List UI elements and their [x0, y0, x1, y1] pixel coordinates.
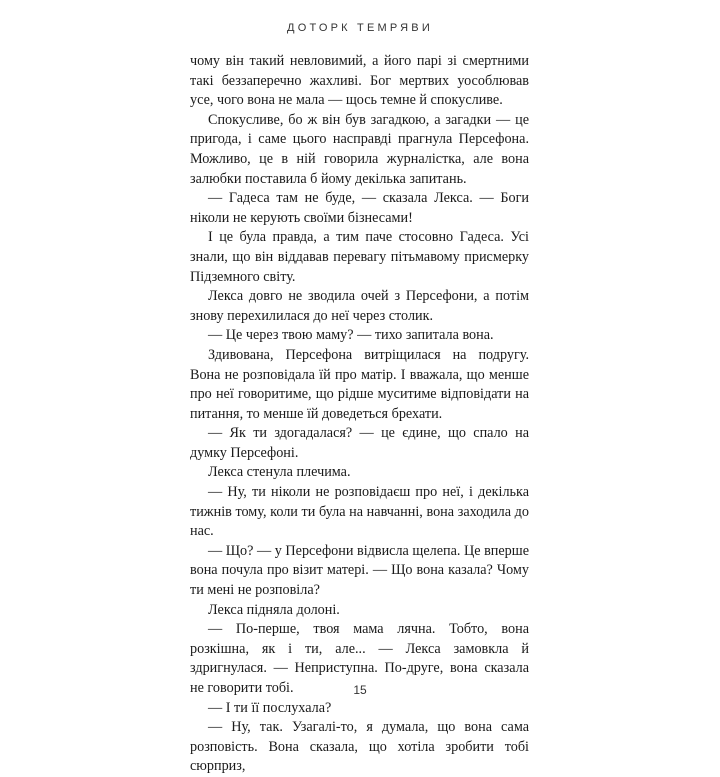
body-text: [190, 52, 529, 777]
paragraph: Лекса підняла долоні.: [208, 601, 340, 618]
paragraph: — Гадеса там не буде, — сказала Лекса. — Боги ніколи не керують своїми бізнесами!: [190, 190, 529, 226]
paragraph: — Ну, ти ніколи не розповідаєш про неї, і декілька тижнів тому, коли ти була на навчанні, вона заходила до нас.: [190, 484, 529, 540]
paragraph: — Що? — у Персефони відвисла щелепа. Це вперше вона почула про візит матері. — Що вона казала? Чому ти мені не розповіла?: [190, 542, 529, 599]
paragraph: — Як ти здогадалася? — це єдине, що спало на думку Персефоні.: [190, 425, 529, 461]
paragraph: — Це через твою маму? — тихо запитала вона.: [208, 327, 494, 344]
paragraph: Здивована, Персефона витріщилася на подругу. Вона не розповідала їй про матір. І вважала, що менше про неї говоритиме, що рідше муситиме відповідати на питання, то менше їй доведеться брехати.: [190, 346, 529, 422]
page-number: 15: [353, 683, 367, 697]
paragraph: Спокусливе, бо ж він був загадкою, а загадки — це пригода, і саме цього насправді прагнула Персефона. Можливо, це в ній говорила журналістка, але вона залюбки поставила б йому декілька запитань.: [190, 111, 529, 187]
paragraph: — По-перше, твоя мама лячна. Тобто, вона розкішна, як і ти, але... — Лекса замовкла й здригнулася. — Неприступна. По-друге, вона сказала не говорити тобі.: [190, 621, 529, 696]
paragraph: І це була правда, а тим паче стосовно Гадеса. Усі знали, що він віддавав перевагу пітьмавому присмерку Підземного світу.: [190, 229, 529, 285]
running-header: ДОТОРК ТЕМРЯВИ: [287, 22, 433, 34]
paragraph: Лекса довго не зводила очей з Персефони, а потім знову перехилилася до неї через столик.: [190, 288, 529, 324]
paragraph: чому він такий невловимий, а його парі зі смертними такі беззаперечно жахливі. Бог мертвих уособлював усе, чого вона не мала — щось темне й спокусливе.: [190, 53, 529, 109]
paragraph: — І ти її послухала?: [208, 699, 332, 716]
paragraph: Лекса стенула плечима.: [208, 464, 351, 481]
paragraph: — Ну, так. Узагалі-то, я думала, що вона сама розповість. Вона сказала, що хотіла зробити тобі сюрприз,: [190, 719, 529, 775]
